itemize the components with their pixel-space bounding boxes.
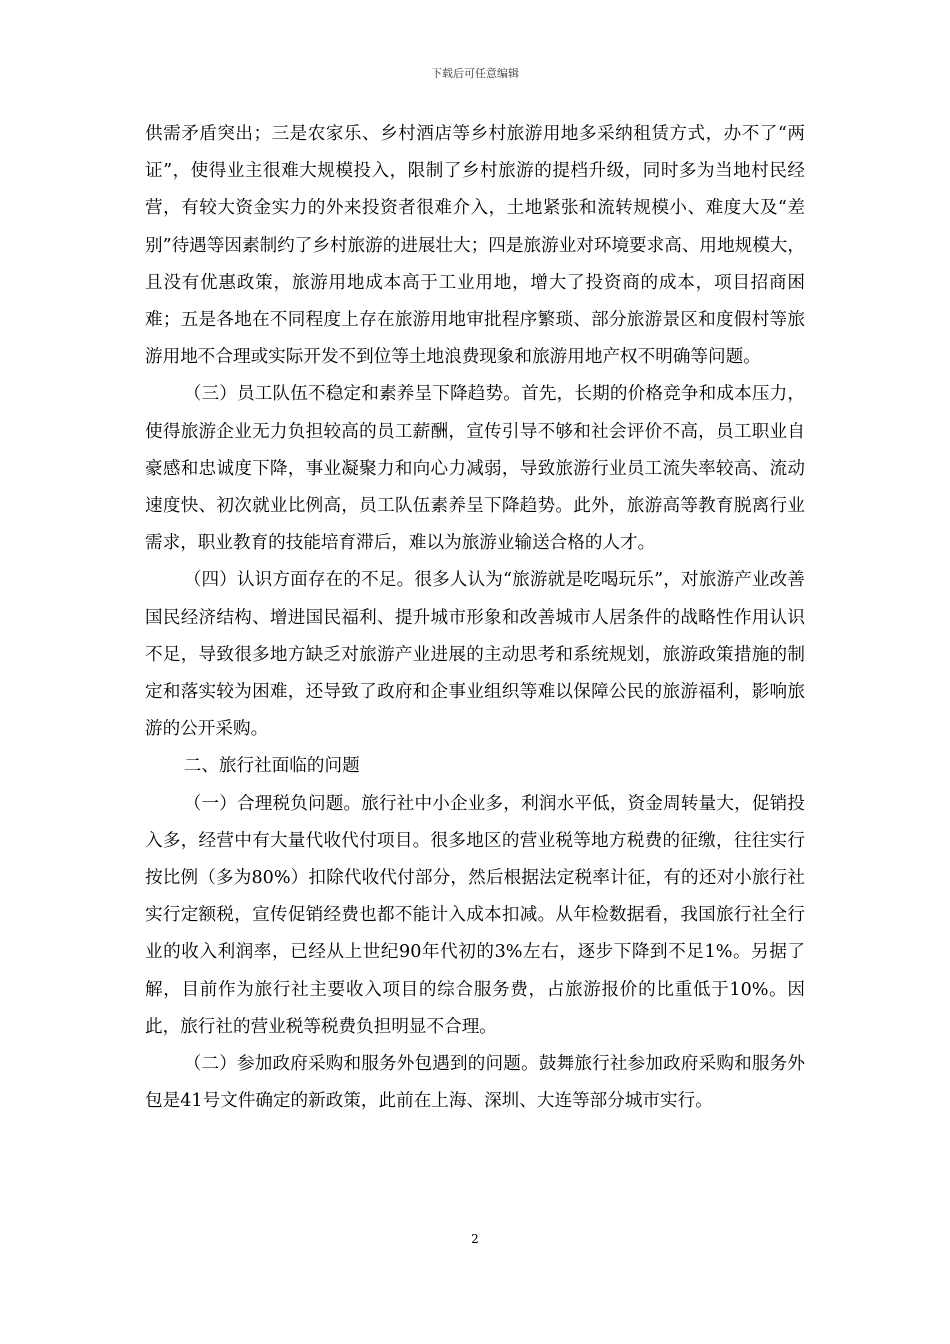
- paragraph-procurement-issues: （二）参加政府采购和服务外包遇到的问题。鼓舞旅行社参加政府采购和服务外包是41号文件确定的新政策，此前在上海、深圳、大连等部分城市实行。: [145, 1054, 805, 1112]
- paragraph-awareness-issues: （四）认识方面存在的不足。很多人认为“旅游就是吃喝玩乐”，对旅游产业改善国民经济结构、增进国民福利、提升城市形象和改善城市人居条件的战略性作用认识不足，导致很多地方缺乏对旅游产业进展的主动思考和系统规划，旅游政策措施的制定和落实较为困难，还导致了政府和企事业组织等难以保障公民的旅游福利，影响旅游的公开采购。: [145, 570, 805, 740]
- page-header: 下载后可任意编辑: [431, 67, 519, 80]
- document-body: [145, 116, 805, 1120]
- section-heading-travel-agency: 二、旅行社面临的问题: [183, 756, 360, 777]
- paragraph-staff-issues: （三）员工队伍不稳定和素养呈下降趋势。首先，长期的价格竞争和成本压力，使得旅游企业无力负担较高的员工薪酬，宣传引导不够和社会评价不高，员工职业自豪感和忠诚度下降，事业凝聚力和向心力减弱，导致旅游行业员工流失率较高、流动速度快、初次就业比例高，员工队伍素养呈下降趋势。此外，旅游高等教育脱离行业需求，职业教育的技能培育滞后，难以为旅游业输送合格的人才。: [145, 384, 805, 554]
- paragraph-land-issues: 供需矛盾突出；三是农家乐、乡村酒店等乡村旅游用地多采纳租赁方式，办不了“两证”，使得业主很难大规模投入，限制了乡村旅游的提档升级，同时多为当地村民经营，有较大资金实力的外来投资者很难介入，土地紧张和流转规模小、难度大及“差别”待遇等因素制约了乡村旅游的进展壮大；四是旅游业对环境要求高、用地规模大，且没有优惠政策，旅游用地成本高于工业用地，增大了投资商的成本，项目招商困难；五是各地在不同程度上存在旅游用地审批程序繁琐、部分旅游景区和度假村等旅游用地不合理或实际开发不到位等土地浪费现象和旅游用地产权不明确等问题。: [145, 124, 805, 368]
- page-number: 2: [471, 1232, 479, 1246]
- paragraph-tax-issues: （一）合理税负问题。旅行社中小企业多，利润水平低，资金周转量大，促销投入多，经营中有大量代收代付项目。很多地区的营业税等地方税费的征缴，往往实行按比例（多为80%）扣除代收代付部分，然后根据法定税率计征，有的还对小旅行社实行定额税，宣传促销经费也都不能计入成本扣减。从年检数据看，我国旅行社全行业的收入利润率，已经从上世纪90年代初的3%左右，逐步下降到不足1%。另据了解，目前作为旅行社主要收入项目的综合服务费，占旅游报价的比重低于10%。因此，旅行社的营业税等税费负担明显不合理。: [145, 793, 805, 1037]
